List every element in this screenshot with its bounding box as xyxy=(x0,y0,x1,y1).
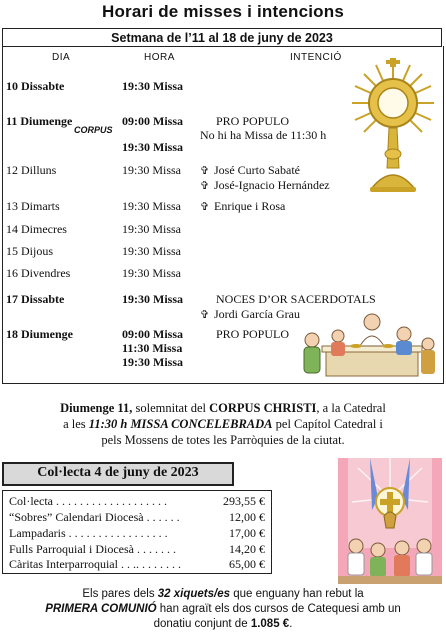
announcement-text: 11:30 h MISSA CONCELEBRADA xyxy=(88,417,273,431)
day-label: 10 Dissabte xyxy=(6,79,65,93)
footer-text: . xyxy=(289,618,293,630)
announcement-line xyxy=(0,400,446,416)
hour-label: 09:00 Missa xyxy=(122,327,183,341)
hour-label: 19:30 Missa xyxy=(122,355,183,369)
announcement-text: solemnitat del xyxy=(132,401,210,415)
hour-label: 19:30 Missa xyxy=(122,222,182,236)
footer-line xyxy=(0,587,446,602)
header-intent: INTENCIÓ xyxy=(290,52,342,63)
collection-item-amount: 14,20 € xyxy=(229,542,265,556)
collection-item-amount: 12,00 € xyxy=(229,510,265,524)
announcement-line xyxy=(0,416,446,432)
footer-line xyxy=(0,617,446,632)
monstrance-illustration xyxy=(348,58,438,198)
header-day: DIA xyxy=(52,52,71,63)
collection-list xyxy=(2,490,272,574)
announcement-line: pels Mossens de totes les Parròquies de la ciutat. xyxy=(101,433,345,447)
intention-text: PRO POPULO xyxy=(216,114,290,128)
hour-label: 19:30 Missa xyxy=(122,140,183,154)
cross-icon: ✞ xyxy=(200,201,210,213)
hour-label: 19:30 Missa xyxy=(122,199,182,213)
page-title: Horari de misses i intencions xyxy=(102,2,344,21)
collection-item-amount: 65,00 € xyxy=(229,557,265,571)
collection-item-amount: 17,00 € xyxy=(229,526,265,540)
footer-text: Els pares dels xyxy=(82,588,158,600)
footer-text: 32 xiquets/es xyxy=(157,588,231,600)
intention-row xyxy=(200,178,330,193)
hour-label: 11:30 Missa xyxy=(122,341,183,355)
day-label: 16 Divendres xyxy=(6,266,71,280)
footer-text: que enguany han rebut la xyxy=(230,588,364,600)
week-range: Setmana de l’11 al 18 de juny de 2023 xyxy=(2,28,442,47)
announcement-text: CORPUS CHRISTI xyxy=(209,401,317,415)
hour-label: 09:00 Missa xyxy=(122,114,183,128)
day-sublabel: CORPUS xyxy=(74,125,113,135)
day-label: 14 Dimecres xyxy=(6,222,67,236)
day-label: 15 Dijous xyxy=(6,244,54,258)
corpus-announcement xyxy=(0,400,446,448)
day-label: 18 Diumenge xyxy=(6,327,73,341)
announcement-text: Diumenge 11, xyxy=(60,401,133,415)
footer-line xyxy=(0,602,446,617)
collection-title: Col·lecta 4 de juny de 2023 xyxy=(37,465,199,480)
footer-text: han agraït els dos cursos de Catequesi amb un xyxy=(156,603,401,615)
announcement-text: pel Capítol Catedral i xyxy=(272,417,383,431)
intention-text: NOCES D’OR SACERDOTALS xyxy=(216,292,376,306)
footer-text: donatiu conjunt de xyxy=(153,618,251,630)
intention-text: PRO POPULO xyxy=(216,327,290,341)
cross-icon: ✞ xyxy=(200,309,210,321)
hour-label: 19:30 Missa xyxy=(122,163,182,177)
intention-text: José Curto Sabaté xyxy=(214,163,300,177)
collection-item-amount: 293,55 € xyxy=(223,494,265,508)
day-label: 11 Diumenge xyxy=(6,114,73,128)
intention-text: Enrique i Rosa xyxy=(214,199,286,213)
intention-row xyxy=(200,199,285,214)
announcement-text: a les xyxy=(63,417,89,431)
intention-text: José-Ignacio Hernández xyxy=(214,178,330,192)
hour-label: 19:30 Missa xyxy=(122,79,183,93)
intention-row xyxy=(200,307,300,322)
collection-item-label: “Sobres” Calendari Diocesà . . . . . . xyxy=(9,510,180,524)
footer-text: 1.085 € xyxy=(250,618,290,630)
intention-text: No hi ha Missa de 11:30 h xyxy=(200,128,327,142)
hour-label: 19:30 Missa xyxy=(122,266,182,280)
intention-row xyxy=(200,163,300,178)
hour-label: 19:30 Missa xyxy=(122,292,183,306)
first-communion-note xyxy=(0,587,446,632)
day-label: 13 Dimarts xyxy=(6,199,60,213)
collection-item-label: Càritas Interparroquial . . .. . . . . . . . xyxy=(9,557,181,571)
footer-text: PRIMERA COMUNIÓ xyxy=(45,603,157,615)
cross-icon: ✞ xyxy=(200,180,210,192)
header-hour: HORA xyxy=(144,52,175,63)
collection-item-label: Col·lecta . . . . . . . . . . . . . . . . . . . xyxy=(9,494,167,508)
day-label: 17 Dissabte xyxy=(6,292,65,306)
collection-item-label: Lampadaris . . . . . . . . . . . . . . . . . xyxy=(9,526,168,540)
cross-icon: ✞ xyxy=(200,165,210,177)
first-communion-illustration xyxy=(338,458,442,584)
intention-text: Jordi García Grau xyxy=(214,307,300,321)
hour-label: 19:30 Missa xyxy=(122,244,182,258)
day-label: 12 Dilluns xyxy=(6,163,57,177)
eucharist-scene-illustration xyxy=(296,310,438,380)
collection-item-label: Fulls Parroquial i Diocesà . . . . . . . xyxy=(9,542,176,556)
announcement-text: , a la Catedral xyxy=(316,401,386,415)
